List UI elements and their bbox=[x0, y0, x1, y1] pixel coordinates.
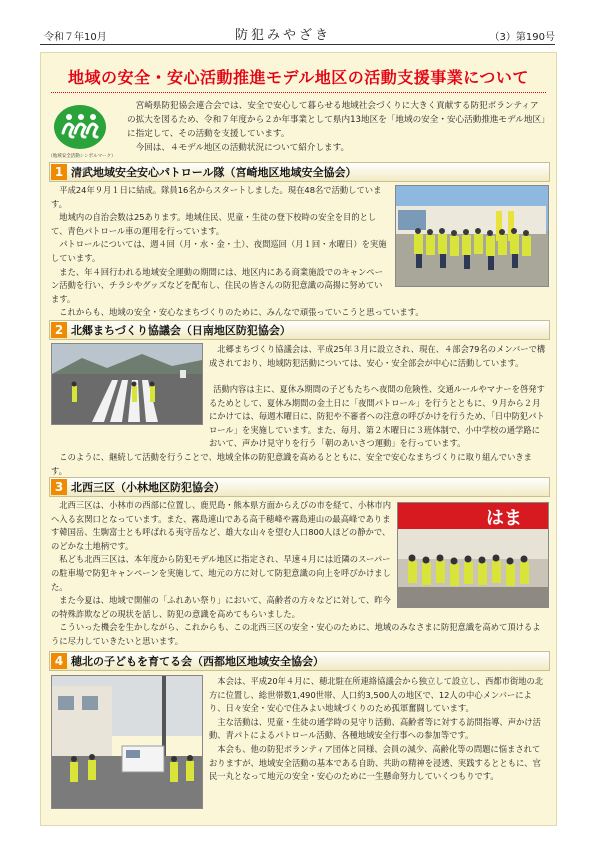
section-number: 1 bbox=[51, 164, 67, 180]
section-2-heading bbox=[49, 320, 550, 340]
paragraph: パトロールについては、週４回（月・水・金・土）、夜間巡回（月１回・水曜日）を実施しています。 bbox=[51, 239, 387, 263]
section-number: 3 bbox=[51, 479, 67, 495]
paragraph: 活動内容は主に、夏休み期間の子どもたちへ夜間の危険性、交通ルールやマナーを啓発するためとして、夏休み期間の金土日に「夜間パトロール」を行うとともに、９月から２月にかけては、毎週木曜日に、防犯や不審者への注意の呼びかけを行うため、「日中防犯パトロール」を実施しています。また、毎月、第２木曜日に３班体制で、小中学校の通学路において、声かけ見守りを行う「朝のあいさつ運動」を行っています。 bbox=[209, 384, 545, 449]
section-title: 穂北の子どもを育てる会（西都地区地域安全協会） bbox=[71, 655, 324, 668]
intro-text bbox=[127, 99, 547, 155]
paragraph: 北西三区は、小林市の西部に位置し、鹿児島・熊本県方面からえびの市を経て、小林市内へ入る玄関口となっています。また、霧島連山である高千穂峰や霧島連山の最高峰であります韓国岳、生駒富士とも呼ばれる夷守岳など、雄大な山々を望む人口800人ほどの静かで、のどかな土地柄です。 bbox=[51, 500, 392, 551]
section-3-photo bbox=[397, 502, 549, 608]
section-title: 北西三区（小林地区防犯協会） bbox=[71, 481, 225, 494]
section-number: 4 bbox=[51, 653, 67, 669]
header-rule bbox=[40, 44, 555, 45]
paragraph: また、年４回行われる地域安全運動の期間には、地区内にある商業施設でのキャンペーン活動を行い、チラシやグッズなどを配布し、住民の皆さんの防犯意識の高揚に努めています。 bbox=[51, 266, 383, 304]
article-title: 地域の安全・安心活動推進モデル地区の活動支援事業について bbox=[51, 61, 546, 93]
section-title: 清武地域安全安心パトロール隊（宮崎地区地域安全協会） bbox=[71, 166, 357, 179]
paragraph: 私ども北西三区は、本年度から防犯モデル地区に指定され、早速４月には近隣のスーパーの駐車場で防犯キャンペーンを実施して、地元の方に対して防犯意識の向上を呼びかけました。 bbox=[51, 554, 391, 592]
paragraph: 主な活動は、児童・生徒の通学時の見守り活動、高齢者等に対する訪問指導、声かけ活動、青パトによるパトロール活動、各種地域安全行事への参加等です。 bbox=[209, 716, 541, 741]
intro-paragraph: 宮崎県防犯協会連合会では、安全で安心して暮らせる地域社会づくりに大きく貢献する防犯ボランティアの拡大を図るため、令和７年度から２か年事業として県内13地区を「地域の安全・安心活動推進モデル地区」に指定して、その活動を支援しています。 bbox=[127, 101, 546, 139]
section-title: 北郷まちづくり協議会（日南地区防犯協会） bbox=[71, 324, 291, 337]
paragraph: 本会も、他の防犯ボランティア団体と同様、会員の減少、高齢化等の問題に悩まされておりますが、地域安全活動の基本である自助、共助の精神を浸透、実践するとともに、官民一丸となって地元の安全・安心のために一生懸命努力していくつもりです。 bbox=[209, 743, 541, 782]
paragraph: 地域内の自治会数は25あります。地域住民、児童・生徒の登下校時の安全を目的として、青色パトロール車の運用を行っています。 bbox=[51, 212, 377, 236]
section-4-heading bbox=[49, 651, 550, 671]
store-banner-text: はま bbox=[486, 508, 522, 529]
issue-date: 令和７年10月 bbox=[44, 32, 107, 43]
section-2-body-top bbox=[209, 343, 547, 370]
symbol-mark-logo bbox=[53, 103, 107, 151]
section-1-photo bbox=[395, 185, 549, 287]
article-panel bbox=[40, 52, 557, 826]
newsletter-title: 防犯みやざき bbox=[235, 28, 332, 43]
paragraph: また今夏は、地域で開催の「ふれあい祭り」において、高齢者の方々などに対して、昨今の特殊詐欺などの現状を話し、防犯の意識を高めてもらいました。 bbox=[51, 595, 391, 619]
issue-number: （3）第190号 bbox=[489, 32, 555, 43]
paragraph: このように、継続して活動を行うことで、地域全体の防犯意識を高めるとともに、安全で安心なまちづくりに取り組んでいきます。 bbox=[51, 451, 532, 476]
section-number: 2 bbox=[51, 322, 67, 338]
section-1-body bbox=[51, 184, 424, 320]
paragraph: こういった機会を生かしながら、これからも、この北西三区の安全・安心のために、地域のみなさまに防犯意識を高めて頂けるように尽力していきたいと思います。 bbox=[51, 622, 541, 646]
logo-caption: （地域安全活動シンボルマーク） bbox=[48, 154, 116, 159]
section-1-heading bbox=[49, 162, 550, 182]
paragraph: これからも、地域の安全・安心なまちづくりのために、みんなで頑張っていこうと思っています。 bbox=[59, 307, 424, 318]
paragraph: 北郷まちづくり協議会は、平成25年３月に設立され、現在、４部会79名のメンバーで構成されており、地域防犯活動については、安心・安全部会が中心に活動しています。 bbox=[209, 344, 546, 368]
paragraph: 本会は、平成20年４月に、穂北駐在所連絡協議会から独立して設立し、西都市街地の北方に位置し、総世帯数1,490世帯、人口約3,500人の地区で、12人の中心メンバーにより、日々安全・安心で住みよい地域づくりのため孤軍奮闘しています。 bbox=[209, 676, 544, 714]
section-2-body bbox=[51, 383, 547, 478]
section-4-body bbox=[209, 675, 547, 784]
page-header bbox=[0, 0, 595, 43]
section-4-photo bbox=[51, 675, 203, 809]
section-3-heading bbox=[49, 477, 550, 497]
intro-paragraph: 今回は、４モデル地区の活動状況について紹介します。 bbox=[135, 143, 350, 153]
paragraph: 平成24年９月１日に結成。隊員16名からスタートしました。現在48名で活動しています。 bbox=[51, 185, 382, 209]
